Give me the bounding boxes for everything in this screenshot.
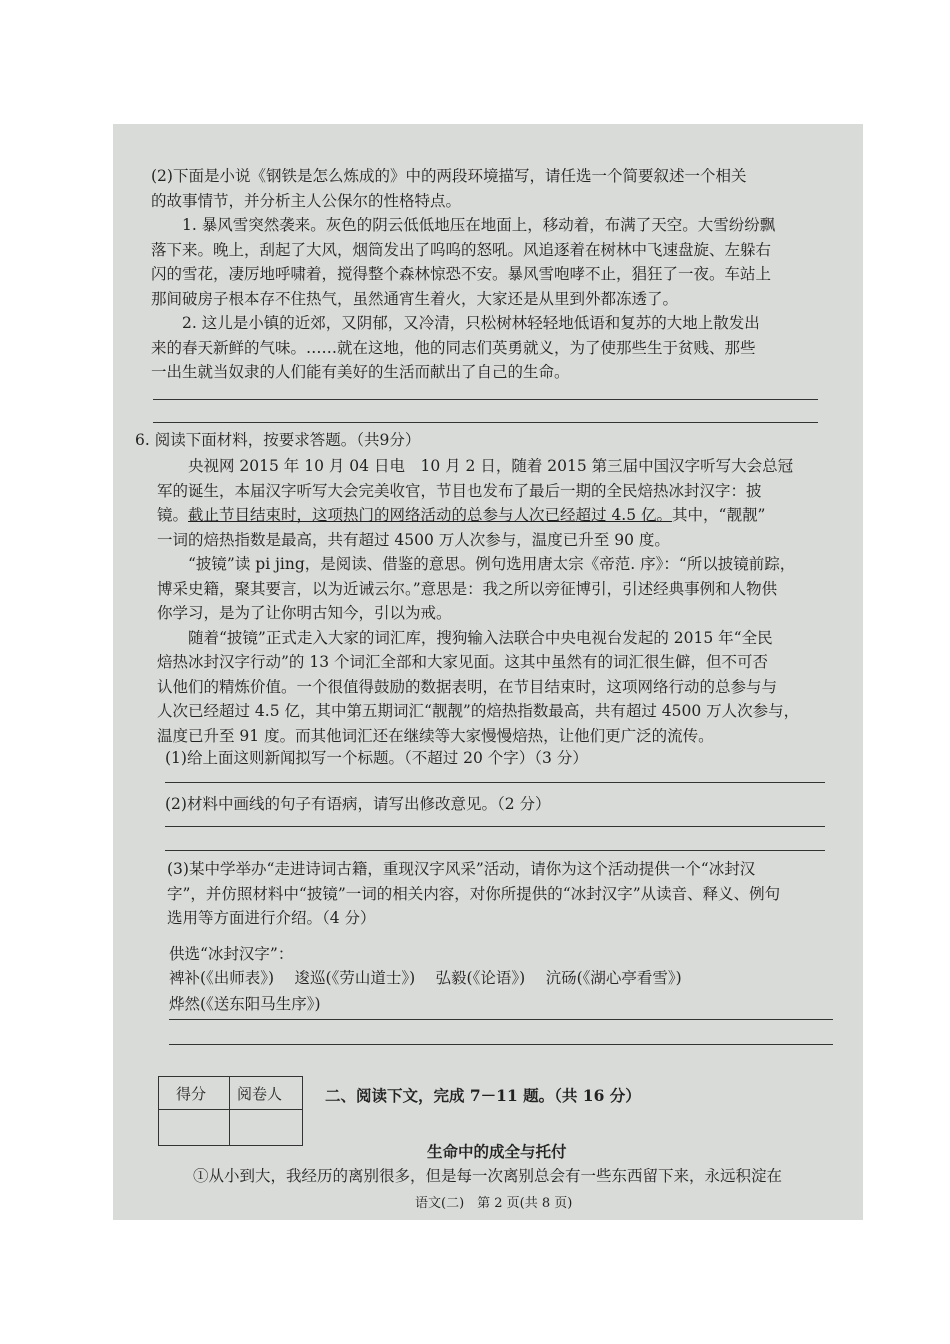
section-heading: 二、阅读下文，完成 7－11 题。（共 16 分） (325, 1086, 641, 1105)
text-line: 的故事情节，并分析主人公保尔的性格特点。 (151, 191, 462, 210)
answer-line[interactable] (165, 850, 825, 851)
options-row: 裨补(《出师表》) 逡巡(《劳山道士》) 弘毅(《论语》) 沆砀(《湖心亭看雪》) (169, 969, 682, 987)
answer-line[interactable] (153, 422, 818, 423)
q6-sub3 (167, 857, 780, 931)
text-line: 央视网 2015 年 10 月 04 日电 10 月 2 日，随着 2015 第三届中国汉字听写大会总冠 (157, 457, 794, 475)
underlined-sentence: 截止节目结束时，这项热门的网络活动的总参与人次已经超过 4.5 亿。 (188, 506, 673, 524)
text-line: (3)某中学举办“走进诗词古籍，重现汉字风采”活动，请你为这个活动提供一个“冰封汉 (167, 860, 756, 878)
text-line: (2)下面是小说《钢铁是怎么炼成的》中的两段环境描写，请任选一个简要叙述一个相关 (151, 167, 747, 185)
options-row: 烨然(《送东阳马生序》) (169, 995, 321, 1013)
text-line: 焙热冰封汉字行动”的 13 个词汇全部和大家见面。这其中虽然有的词汇很生僻，但不可否 (157, 653, 769, 671)
text-line: 字”，并仿照材料中“披镜”一词的相关内容，对你所提供的“冰封汉字”从读音、释义、例句 (167, 884, 781, 903)
options-label: 供选“冰封汉字”： (169, 945, 294, 963)
page-footer: 语文(二) 第 2 页(共 8 页) (415, 1196, 573, 1211)
text-line: 军的诞生，本届汉字听写大会完美收官，节目也发布了最后一期的全民焙热冰封汉字：披 (157, 481, 762, 500)
q6-sub1: (1)给上面这则新闻拟写一个标题。（不超过 20 个字）（3 分） (165, 749, 588, 767)
score-cell[interactable] (159, 1110, 229, 1145)
q6-sub2: (2)材料中画线的句子有语病，请写出修改意见。（2 分） (165, 795, 551, 813)
q6-heading: 6. 阅读下面材料，按要求答题。（共9分） (135, 431, 421, 449)
answer-line[interactable] (153, 399, 818, 400)
text-line: 博采史籍，聚其要言，以为近诫云尔。”意思是：我之所以旁征博引，引述经典事例和人物供 (157, 579, 778, 598)
q5-2-text (151, 164, 775, 385)
text-line: 你学习，是为了让你明古知今，引以为戒。 (157, 604, 452, 622)
text-line: 一词的焙热指数是最高，共有超过 4500 万人次参与，温度已升至 90 度。 (157, 530, 670, 549)
text-line: 选用等方面进行介绍。（4 分） (167, 909, 376, 927)
grader-cell[interactable] (230, 1110, 302, 1145)
text-line: 来的春天新鲜的气味。……就在这地，他的同志们英勇就义，为了使那些生于贫贱、那些 (151, 338, 756, 357)
text-line: 2. 这儿是小镇的近郊，又阴郁，又冷清，只松树林轻轻地低语和复苏的大地上散发出 (151, 314, 760, 332)
text-line: 落下来。晚上，刮起了大风，烟筒发出了呜呜的怒吼。风追逐着在树林中飞速盘旋、左躲右 (151, 240, 772, 259)
answer-line[interactable] (165, 826, 825, 827)
text-line: 随着“披镜”正式走入大家的词汇库，搜狗输入法联合中央电视台发起的 2015 年“全民 (157, 628, 773, 647)
text-line: 人次已经超过 4.5 亿，其中第五期词汇“靓靓”的焙热指数最高，共有超过 4500 万人次参与， (157, 702, 800, 720)
text-line: 镜。截止节目结束时，这项热门的网络活动的总参与人次已经超过 4.5 亿。其中，“靓靓” (157, 506, 766, 524)
article-first-line: ①从小到大，我经历的离别很多，但是每一次离别总会有一些东西留下来，永远积淀在 (193, 1167, 783, 1185)
text-line: “披镜”读 pi jing，是阅读、借鉴的意思。例句选用唐太宗《帝范. 序》：“所以披镜前踪， (157, 555, 796, 573)
q6-material (157, 454, 799, 748)
grader-label: 阅卷人 (237, 1085, 283, 1103)
score-label: 得分 (176, 1085, 207, 1103)
answer-line[interactable] (165, 782, 825, 783)
exam-page (113, 124, 863, 1220)
text-line: 那间破房子根本存不住热气，虽然通宵生着火，大家还是从里到外都冻透了。 (151, 289, 679, 308)
text-line: 闪的雪花，凄厉地呼啸着，搅得整个森林惊恐不安。暴风雪咆哮不止，猖狂了一夜。车站上 (151, 265, 772, 283)
answer-line[interactable] (169, 1019, 833, 1020)
text-line: 1. 暴风雪突然袭来。灰色的阴云低低地压在地面上，移动着，布满了天空。大雪纷纷飘 (151, 216, 776, 234)
score-table (158, 1076, 303, 1146)
answer-line[interactable] (169, 1044, 833, 1045)
text-line: 认他们的精炼价值。一个很值得鼓励的数据表明，在节目结束时，这项网络行动的总参与与 (157, 677, 778, 696)
article-title: 生命中的成全与托付 (427, 1142, 567, 1161)
text-line: 温度已升至 91 度。而其他词汇还在继续等大家慢慢焙热，让他们更广泛的流传。 (157, 726, 714, 745)
text-line: 一出生就当奴隶的人们能有美好的生活而献出了自己的生命。 (151, 363, 570, 381)
